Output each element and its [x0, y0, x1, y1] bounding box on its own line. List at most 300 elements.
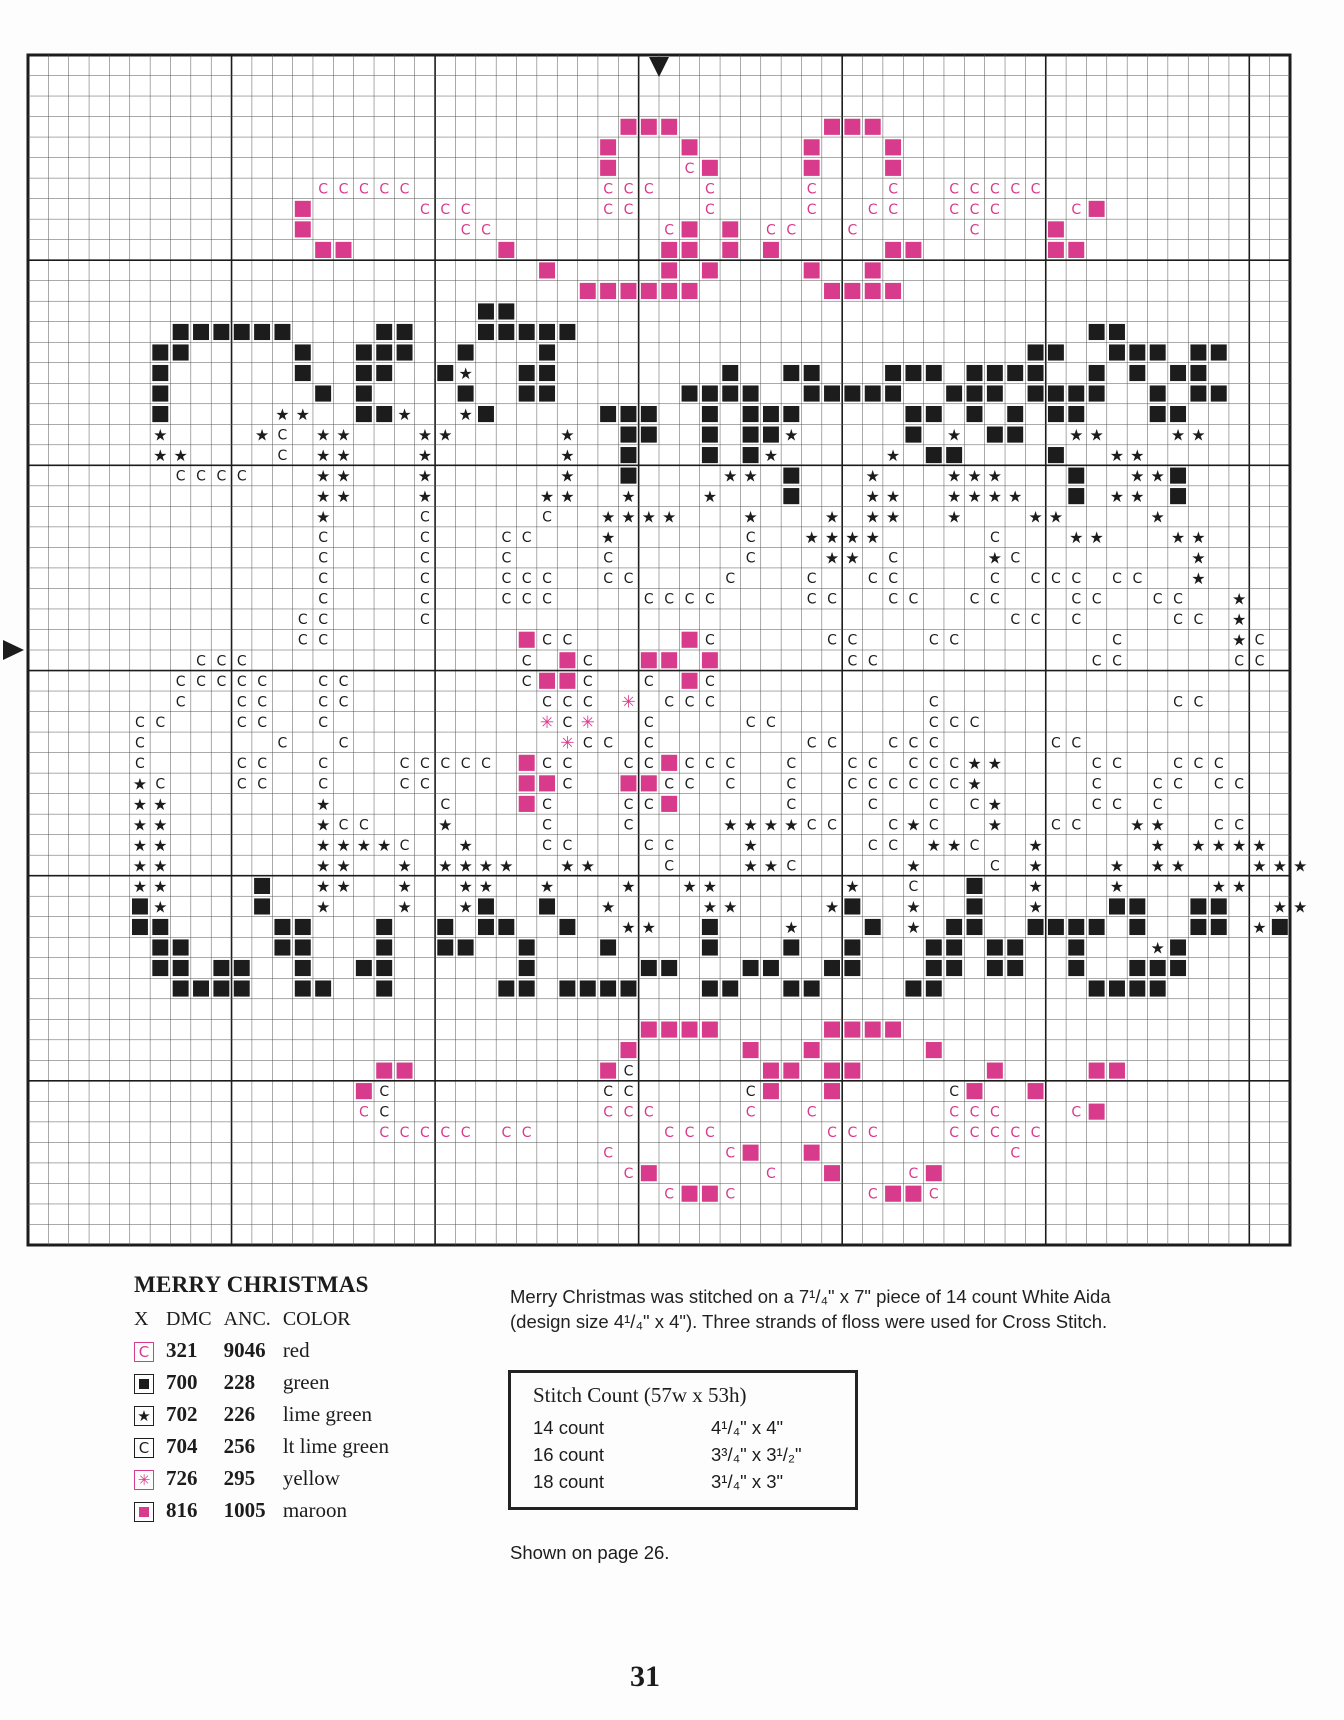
- stitch-704-lt-lime-green: C: [827, 632, 837, 649]
- stitch-704-lt-lime-green: C: [420, 530, 430, 547]
- stitch-704-lt-lime-green: C: [888, 776, 898, 793]
- stitch-704-lt-lime-green: C: [745, 550, 756, 567]
- stitch-702-lime-green: ★: [438, 856, 453, 876]
- stitch-704-lt-lime-green: C: [1234, 653, 1245, 670]
- stitch-700-green: [295, 980, 311, 996]
- asterisk-icon: ✳: [134, 1470, 154, 1490]
- legend-row: [134, 1335, 401, 1367]
- stitch-704-lt-lime-green: C: [521, 673, 532, 690]
- stitch-704-lt-lime-green: C: [1112, 755, 1122, 772]
- stitch-704-lt-lime-green: C: [806, 591, 817, 608]
- stitch-702-lime-green: ★: [845, 876, 860, 896]
- stitch-704-lt-lime-green: C: [1091, 776, 1102, 793]
- stitch-704-lt-lime-green: C: [1091, 796, 1102, 813]
- stitch-816-maroon: [682, 139, 698, 155]
- stitch-704-lt-lime-green: C: [684, 694, 695, 711]
- stitch-700-green: [437, 365, 453, 381]
- stitch-count-row: [533, 1468, 855, 1495]
- stitch-321-red: C: [603, 1145, 614, 1162]
- stitch-321-red: C: [664, 1186, 675, 1203]
- stitch-700-green: [967, 365, 983, 381]
- stitch-702-lime-green: ★: [906, 815, 921, 835]
- stitch-321-red: C: [1030, 1125, 1041, 1142]
- stitch-702-lime-green: ★: [621, 487, 636, 507]
- stitch-321-red: C: [460, 201, 471, 218]
- stitch-702-lime-green: ★: [865, 507, 880, 527]
- legend-color: yellow: [282, 1466, 340, 1490]
- page-number: 31: [630, 1660, 660, 1693]
- stitch-726-yellow: ✳: [580, 712, 595, 733]
- legend-row: [134, 1463, 401, 1495]
- stitch-700-green: [946, 385, 962, 401]
- stitch-700-green: [1129, 365, 1145, 381]
- stitch-704-lt-lime-green: C: [908, 735, 919, 752]
- stitch-702-lime-green: ★: [763, 446, 779, 466]
- stitch-704-lt-lime-green: C: [562, 776, 573, 793]
- stitch-700-green: [1028, 365, 1044, 381]
- stitch-702-lime-green: ★: [621, 917, 636, 937]
- legend-table: [134, 1306, 401, 1527]
- stitch-702-lime-green: ★: [621, 876, 636, 896]
- stitch-704-lt-lime-green: C: [806, 571, 817, 588]
- stitch-702-lime-green: ★: [824, 528, 840, 548]
- stitch-702-lime-green: ★: [967, 753, 982, 773]
- stitch-700-green: [356, 385, 372, 401]
- stitch-321-red: C: [949, 1104, 960, 1121]
- stitch-700-green: [254, 324, 270, 340]
- stitch-816-maroon: [559, 673, 575, 689]
- stitch-321-red: C: [989, 1125, 1000, 1142]
- stitch-704-lt-lime-green: C: [603, 735, 614, 752]
- stitch-704-lt-lime-green: C: [1112, 796, 1122, 813]
- stitch-count-label: 16 count: [533, 1444, 604, 1465]
- stitch-816-maroon: [600, 160, 616, 176]
- legend-dmc: 700: [166, 1370, 198, 1394]
- stitch-704-lt-lime-green: C: [908, 755, 919, 772]
- stitch-700-green: [132, 919, 148, 935]
- stitch-702-lime-green: ★: [336, 425, 351, 445]
- stitch-321-red: C: [643, 1104, 654, 1121]
- stitch-700-green: [824, 385, 840, 401]
- stitch-702-lime-green: ★: [539, 487, 555, 507]
- stitch-700-green: [1150, 385, 1166, 401]
- stitch-816-maroon: [519, 796, 535, 812]
- stitch-704-lt-lime-green: C: [175, 673, 186, 690]
- stitch-702-lime-green: ★: [824, 548, 840, 568]
- stitch-704-lt-lime-green: C: [379, 1084, 390, 1101]
- stitch-704-lt-lime-green: C: [542, 571, 552, 588]
- stitch-816-maroon: [702, 160, 718, 176]
- stitch-700-green: [498, 919, 514, 935]
- outlined-c-icon: C: [134, 1342, 154, 1362]
- stitch-702-lime-green: ★: [1089, 528, 1104, 548]
- stitch-702-lime-green: ★: [1089, 425, 1104, 445]
- stitch-321-red: C: [623, 181, 634, 198]
- stitch-700-green: [1150, 406, 1166, 422]
- stitch-700-green: [274, 324, 290, 340]
- stitch-704-lt-lime-green: C: [1173, 694, 1183, 711]
- stitch-321-red: C: [460, 222, 471, 239]
- stitch-700-green: [213, 960, 229, 976]
- stitch-700-green: [620, 980, 636, 996]
- stitch-702-lime-green: ★: [132, 815, 148, 835]
- stitch-700-green: [1089, 324, 1105, 340]
- stitch-321-red: C: [1010, 181, 1021, 198]
- stitch-702-lime-green: ★: [417, 487, 433, 507]
- legend-header-anc: ANC.: [223, 1308, 271, 1330]
- stitch-321-red: C: [786, 222, 797, 239]
- stitch-704-lt-lime-green: C: [420, 509, 430, 526]
- stitch-700-green: [641, 406, 657, 422]
- stitch-321-red: C: [806, 181, 817, 198]
- stitch-702-lime-green: ★: [1008, 487, 1023, 507]
- legend-row: [134, 1431, 401, 1463]
- stitch-704-lt-lime-green: C: [196, 653, 206, 670]
- stitch-704-lt-lime-green: C: [989, 571, 1000, 588]
- stitch-321-red: C: [704, 201, 715, 218]
- stitch-702-lime-green: ★: [315, 487, 331, 507]
- stitch-700-green: [926, 406, 942, 422]
- stitch-702-lime-green: ★: [641, 917, 656, 937]
- stitch-700-green: [1068, 468, 1084, 484]
- stitch-700-green: [1007, 365, 1023, 381]
- stitch-702-lime-green: ★: [1293, 856, 1308, 876]
- stitch-700-green: [967, 898, 983, 914]
- stitch-704-lt-lime-green: C: [562, 714, 573, 731]
- stitch-702-lime-green: ★: [926, 835, 941, 855]
- stitch-700-green: [804, 365, 820, 381]
- stitch-321-red: C: [684, 160, 695, 177]
- stitch-816-maroon: [620, 775, 636, 791]
- stitch-704-lt-lime-green: C: [1132, 571, 1143, 588]
- stitch-704-lt-lime-green: C: [257, 755, 267, 772]
- floss-legend: [134, 1272, 401, 1527]
- stitch-700-green: [539, 385, 555, 401]
- stitch-704-lt-lime-green: C: [704, 673, 715, 690]
- stitch-702-lime-green: ★: [377, 835, 392, 855]
- stitch-816-maroon: [1048, 242, 1064, 258]
- stitch-702-lime-green: ★: [458, 364, 473, 384]
- stitch-702-lime-green: ★: [295, 405, 310, 425]
- stitch-321-red: C: [969, 201, 980, 218]
- stitch-700-green: [946, 939, 962, 955]
- stitch-700-green: [600, 406, 616, 422]
- stitch-704-lt-lime-green: C: [867, 776, 878, 793]
- stitch-321-red: C: [725, 1186, 736, 1203]
- stitch-700-green: [620, 406, 636, 422]
- stitch-702-lime-green: ★: [845, 548, 860, 568]
- stitch-816-maroon: [661, 283, 677, 299]
- stitch-700-green: [946, 919, 962, 935]
- stitch-704-lt-lime-green: C: [460, 755, 471, 772]
- stitch-816-maroon: [804, 160, 820, 176]
- stitch-700-green: [559, 980, 575, 996]
- stitch-704-lt-lime-green: C: [1234, 776, 1245, 793]
- stitch-700-green: [152, 960, 168, 976]
- stitch-704-lt-lime-green: C: [582, 694, 593, 711]
- stitch-816-maroon: [580, 283, 596, 299]
- stitch-704-lt-lime-green: C: [928, 735, 939, 752]
- stitch-816-maroon: [702, 1022, 718, 1038]
- stitch-702-lime-green: ★: [336, 876, 351, 896]
- stitch-704-lt-lime-green: C: [928, 694, 939, 711]
- stitch-704-lt-lime-green: C: [236, 714, 247, 731]
- stitch-321-red: C: [827, 1125, 837, 1142]
- stitch-702-lime-green: ★: [560, 856, 575, 876]
- stitch-702-lime-green: ★: [336, 856, 351, 876]
- stitch-704-lt-lime-green: C: [542, 632, 552, 649]
- stitch-816-maroon: [885, 1186, 901, 1202]
- stitch-700-green: [376, 324, 392, 340]
- stitch-700-green: [478, 919, 494, 935]
- stitch-700-green: [702, 447, 718, 463]
- legend-dmc: 702: [166, 1402, 198, 1426]
- stitch-816-maroon: [1028, 1083, 1044, 1099]
- stitch-702-lime-green: ★: [885, 507, 901, 527]
- stitch-816-maroon: [600, 283, 616, 299]
- stitch-700-green: [1028, 344, 1044, 360]
- stitch-700-green: [1129, 898, 1145, 914]
- stitch-702-lime-green: ★: [458, 876, 473, 896]
- stitch-702-lime-green: ★: [1028, 835, 1043, 855]
- stitch-704-lt-lime-green: C: [318, 694, 329, 711]
- stitch-700-green: [458, 344, 474, 360]
- stitch-816-maroon: [682, 242, 698, 258]
- stitch-700-green: [1048, 344, 1064, 360]
- stitch-704-lt-lime-green: C: [1193, 694, 1204, 711]
- stitch-321-red: C: [420, 201, 430, 218]
- stitch-704-lt-lime-green: C: [318, 673, 329, 690]
- stitch-321-red: C: [623, 201, 634, 218]
- stitch-704-lt-lime-green: C: [521, 653, 532, 670]
- stitch-704-lt-lime-green: C: [786, 755, 797, 772]
- stitch-702-lime-green: ★: [1191, 528, 1206, 548]
- stitch-704-lt-lime-green: C: [318, 591, 329, 608]
- stitch-700-green: [743, 385, 759, 401]
- stitch-816-maroon: [1109, 1063, 1125, 1079]
- stitch-816-maroon: [376, 1063, 392, 1079]
- stitch-700-green: [234, 960, 250, 976]
- stitch-816-maroon: [539, 673, 555, 689]
- stitch-816-maroon: [763, 242, 779, 258]
- stitch-702-lime-green: ★: [1170, 425, 1186, 445]
- stitch-816-maroon: [926, 1042, 942, 1058]
- stitch-704-lt-lime-green: C: [257, 694, 267, 711]
- stitch-700-green: [682, 385, 698, 401]
- stitch-704-lt-lime-green: C: [1071, 817, 1082, 834]
- stitch-702-lime-green: ★: [987, 753, 1003, 773]
- stitch-702-lime-green: ★: [153, 815, 168, 835]
- stitch-704-lt-lime-green: C: [684, 591, 695, 608]
- stitch-704-lt-lime-green: C: [277, 448, 288, 465]
- stitch-700-green: [1129, 980, 1145, 996]
- stitch-816-maroon: [763, 1083, 779, 1099]
- stitch-704-lt-lime-green: C: [257, 776, 267, 793]
- stitch-816-maroon: [661, 262, 677, 278]
- stitch-702-lime-green: ★: [1252, 856, 1267, 876]
- stitch-702-lime-green: ★: [946, 425, 962, 445]
- stitch-816-maroon: [804, 1042, 820, 1058]
- stitch-702-lime-green: ★: [1191, 548, 1206, 568]
- stitch-321-red: C: [440, 1125, 451, 1142]
- stitch-816-maroon: [987, 1063, 1003, 1079]
- stitch-704-lt-lime-green: C: [542, 796, 552, 813]
- stitch-700-green: [967, 919, 983, 935]
- stitch-700-green: [1048, 919, 1064, 935]
- stitch-704-lt-lime-green: C: [867, 755, 878, 772]
- stitch-704-lt-lime-green: C: [236, 673, 247, 690]
- stitch-704-lt-lime-green: C: [318, 632, 329, 649]
- stitch-816-maroon: [641, 775, 657, 791]
- stitch-704-lt-lime-green: C: [928, 776, 939, 793]
- stitch-700-green: [478, 898, 494, 914]
- stitch-704-lt-lime-green: C: [1010, 612, 1021, 629]
- stitch-704-lt-lime-green: C: [867, 837, 878, 854]
- stitch-702-lime-green: ★: [1231, 835, 1247, 855]
- stitch-700-green: [356, 960, 372, 976]
- stitch-704-lt-lime-green: C: [236, 755, 247, 772]
- legend-dmc: 704: [166, 1434, 198, 1458]
- stitch-700-green: [600, 939, 616, 955]
- stitch-702-lime-green: ★: [743, 856, 758, 876]
- stitch-702-lime-green: ★: [1293, 897, 1308, 917]
- stitch-700-green: [315, 980, 331, 996]
- stitch-count-label: 18 count: [533, 1471, 604, 1492]
- stitch-700-green: [356, 344, 372, 360]
- stitch-702-lime-green: ★: [397, 405, 412, 425]
- stitch-704-lt-lime-green: C: [1193, 755, 1204, 772]
- stitch-704-lt-lime-green: C: [989, 858, 1000, 875]
- stitch-816-maroon: [661, 796, 677, 812]
- stitch-704-lt-lime-green: C: [542, 509, 552, 526]
- stitch-321-red: C: [664, 1125, 675, 1142]
- stitch-704-lt-lime-green: C: [969, 837, 980, 854]
- star-icon: ★: [134, 1406, 154, 1426]
- stitch-700-green: [702, 980, 718, 996]
- stitch-816-maroon: [498, 242, 514, 258]
- legend-title: MERRY CHRISTMAS: [134, 1272, 369, 1297]
- stitch-704-lt-lime-green: C: [1091, 591, 1102, 608]
- stitch-704-lt-lime-green: C: [297, 612, 308, 629]
- stitch-321-red: C: [1010, 1145, 1021, 1162]
- stitch-702-lime-green: ★: [1252, 917, 1267, 937]
- center-arrow-left: [3, 640, 24, 660]
- stitch-700-green: [173, 960, 189, 976]
- stitch-704-lt-lime-green: C: [135, 735, 145, 752]
- stitch-816-maroon: [967, 1083, 983, 1099]
- stitch-704-lt-lime-green: C: [786, 796, 797, 813]
- stitch-816-maroon: [905, 1186, 921, 1202]
- stitch-704-lt-lime-green: C: [745, 714, 756, 731]
- stitch-816-maroon: [926, 1165, 942, 1181]
- stitch-700-green: [539, 344, 555, 360]
- stitch-321-red: C: [989, 181, 1000, 198]
- stitch-816-maroon: [661, 652, 677, 668]
- stitch-704-lt-lime-green: C: [704, 591, 715, 608]
- stitch-704-lt-lime-green: C: [1010, 550, 1021, 567]
- stitch-700-green: [173, 980, 189, 996]
- stitch-704-lt-lime-green: C: [928, 632, 939, 649]
- stitch-704-lt-lime-green: C: [236, 653, 247, 670]
- description-line-2: (design size 4¹/₄" x 4"). Three strands of floss were used for Cross Stitch.: [510, 1311, 1108, 1332]
- stitch-704-lt-lime-green: C: [501, 571, 512, 588]
- stitch-321-red: C: [358, 181, 369, 198]
- legend-color: green: [282, 1370, 330, 1394]
- legend-header-dmc: DMC: [166, 1308, 212, 1330]
- stitch-816-maroon: [641, 119, 657, 135]
- stitch-816-maroon: [702, 652, 718, 668]
- stitch-702-lime-green: ★: [1150, 815, 1165, 835]
- stitch-321-red: C: [1071, 201, 1082, 218]
- stitch-700-green: [641, 427, 657, 443]
- stitch-704-lt-lime-green: C: [1091, 653, 1102, 670]
- stitch-704-lt-lime-green: C: [643, 714, 654, 731]
- stitch-704-lt-lime-green: C: [1030, 571, 1041, 588]
- legend-anc: 228: [223, 1370, 256, 1394]
- stitch-700-green: [1068, 960, 1084, 976]
- stitch-702-lime-green: ★: [784, 425, 799, 445]
- stitch-816-maroon: [519, 775, 535, 791]
- stitch-704-lt-lime-green: C: [725, 755, 736, 772]
- stitch-700-green: [498, 303, 514, 319]
- stitch-702-lime-green: ★: [478, 876, 494, 896]
- legend-anc: 1005: [223, 1498, 266, 1522]
- stitch-702-lime-green: ★: [600, 897, 616, 917]
- stitch-704-lt-lime-green: C: [888, 735, 898, 752]
- stitch-321-red: C: [949, 1125, 960, 1142]
- stitch-704-lt-lime-green: C: [888, 837, 898, 854]
- stitch-704-lt-lime-green: C: [318, 755, 329, 772]
- stitch-700-green: [376, 365, 392, 381]
- stitch-816-maroon: [722, 221, 738, 237]
- stitch-704-lt-lime-green: C: [684, 755, 695, 772]
- stitch-702-lime-green: ★: [132, 876, 148, 896]
- stitch-816-maroon: [743, 1145, 759, 1161]
- stitch-321-red: C: [949, 181, 960, 198]
- stitch-321-red: C: [806, 201, 817, 218]
- stitch-700-green: [539, 365, 555, 381]
- stitch-702-lime-green: ★: [1150, 466, 1165, 486]
- stitch-700-green: [783, 365, 799, 381]
- stitch-700-green: [661, 960, 677, 976]
- stitch-321-red: C: [949, 201, 960, 218]
- stitch-321-red: C: [766, 1166, 776, 1183]
- stitch-704-lt-lime-green: C: [257, 673, 267, 690]
- stitch-702-lime-green: ★: [397, 876, 412, 896]
- stitch-704-lt-lime-green: C: [1213, 755, 1224, 772]
- stitch-704-lt-lime-green: C: [949, 632, 960, 649]
- stitch-702-lime-green: ★: [458, 405, 473, 425]
- stitch-321-red: C: [399, 181, 410, 198]
- stitch-816-maroon: [661, 119, 677, 135]
- stitch-704-lt-lime-green: C: [135, 755, 145, 772]
- stitch-700-green: [600, 980, 616, 996]
- stitch-700-green: [1150, 344, 1166, 360]
- stitch-704-lt-lime-green: C: [521, 571, 532, 588]
- stitch-816-maroon: [804, 262, 820, 278]
- filled-square-icon: [134, 1502, 154, 1522]
- stitch-702-lime-green: ★: [560, 466, 575, 486]
- stitch-count-value: 3³/₄" x 3¹/₂": [711, 1444, 802, 1465]
- stitch-704-lt-lime-green: C: [379, 1104, 390, 1121]
- stitch-700-green: [213, 980, 229, 996]
- stitch-702-lime-green: ★: [784, 815, 799, 835]
- stitch-700-green: [295, 365, 311, 381]
- stitch-704-lt-lime-green: C: [643, 796, 654, 813]
- stitch-704-lt-lime-green: C: [338, 673, 349, 690]
- stitch-816-maroon: [722, 242, 738, 258]
- stitch-700-green: [702, 406, 718, 422]
